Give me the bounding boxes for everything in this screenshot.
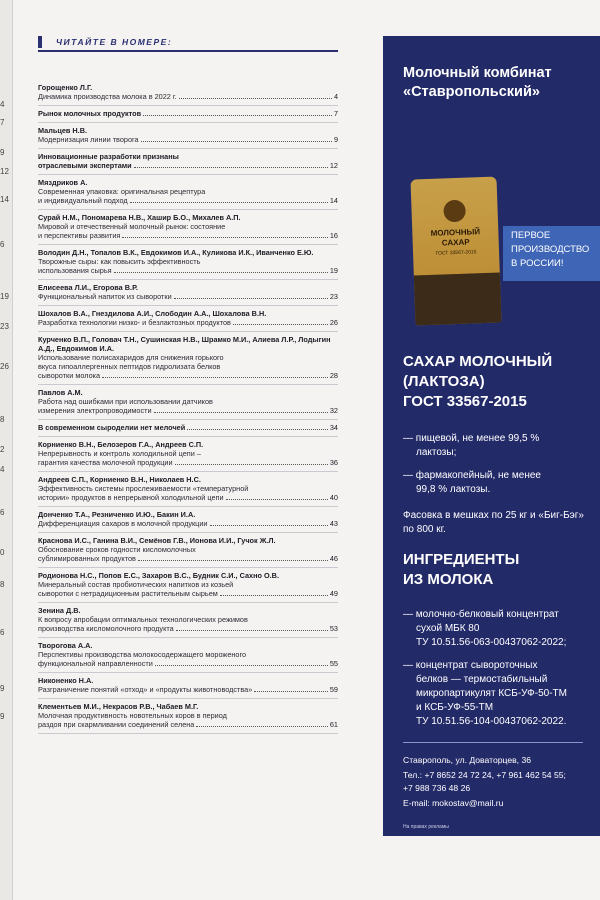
toc-entry[interactable]: [38, 248, 338, 275]
toc-entry-last-line: [38, 266, 338, 275]
toc-separator: [38, 672, 338, 673]
toc-dot-leader: [155, 665, 328, 666]
toc-entry-title: Функциональный напиток из сыворотки: [38, 292, 172, 301]
toc-entry-title: использования сырья: [38, 266, 112, 275]
toc-entry-authors: Донченко Т.А., Резниченко И.Ю., Бакин И.А.: [38, 510, 196, 519]
toc-dot-leader: [122, 237, 328, 238]
toc-entry-title: отраслевыми экспертами: [38, 161, 132, 170]
toc-entry-title-line: вкуса гипоаллергенных пептидов гидролизата белков: [38, 362, 221, 371]
toc-entry-page: 12: [329, 161, 338, 170]
toc-dot-leader: [179, 98, 332, 99]
toc-entry-page: 43: [329, 519, 338, 528]
toc-entry-page: 53: [329, 624, 338, 633]
toc-entry-title: В современном сыроделии нет мелочей: [38, 423, 186, 432]
badge-line: В РОССИИ!: [511, 258, 564, 269]
left-page-number: 9: [0, 148, 5, 157]
toc-dot-leader: [187, 429, 328, 430]
advertising-note: На правах рекламы: [403, 824, 449, 830]
toc-separator: [38, 436, 338, 437]
ingredients-heading-line: ИНГРЕДИЕНТЫ: [403, 551, 520, 568]
sugar-heading: [403, 352, 552, 412]
toc-entry-last-line: [38, 135, 338, 144]
toc-separator: [38, 733, 338, 734]
toc-entry-page: 7: [333, 109, 338, 118]
left-page-number: 0: [0, 548, 5, 557]
toc-entry-last-line: [38, 92, 338, 101]
toc-entry-authors: Андреев С.П., Корниенко В.Н., Николаев Н.С.: [38, 475, 201, 484]
bag-farm-illustration: [414, 272, 502, 325]
toc-entry[interactable]: [38, 126, 338, 144]
toc-entry-title: сыворотки молока: [38, 371, 101, 380]
left-page-edge: [0, 0, 13, 900]
packing-info: Фасовка в мешках по 25 кг и «Биг-Бэг» по 800 кг.: [403, 510, 584, 535]
left-page-number: 12: [0, 167, 9, 176]
toc-entry-last-line: [38, 659, 338, 668]
toc-entry-title: Разграничение понятий «отход» и «продукты животноводства»: [38, 685, 253, 694]
left-page-number: 4: [0, 100, 5, 109]
toc-entry-title-line: Обоснование сроков годности кисломолочных: [38, 545, 196, 554]
toc-dot-leader: [114, 272, 328, 273]
item-line: белков — термостабильный: [416, 674, 548, 685]
toc-entry-authors: Краснова И.С., Ганина В.И., Семёнов Г.В., Ионова И.И., Гучок Ж.Л.: [38, 536, 276, 545]
toc-header-bar: [38, 36, 42, 48]
toc-entry-last-line: [38, 493, 338, 502]
toc-entry-last-line: [38, 318, 338, 327]
toc-entry-title: сублимированных продуктов: [38, 554, 136, 563]
toc-entry-authors: Володин Д.Н., Топалов В.К., Евдокимов И.А., Куликова И.К., Иванченко Е.Ю.: [38, 248, 314, 257]
toc-entry[interactable]: [38, 510, 338, 528]
email[interactable]: E-mail: mokostav@mail.ru: [403, 798, 504, 808]
item-line: — пищевой, не менее 99,5 %: [403, 433, 540, 444]
toc-dot-leader: [141, 141, 332, 142]
toc-dot-leader: [174, 298, 328, 299]
toc-entry-authors: Сурай Н.М., Пономарева Н.В., Хашир Б.О., Михалев А.П.: [38, 213, 241, 222]
toc-separator: [38, 602, 338, 603]
toc-entry-page: 46: [329, 554, 338, 563]
toc-entry-title: и перспективы развития: [38, 231, 121, 240]
toc-entry-authors: Творогова А.А.: [38, 641, 93, 650]
left-page-number: 6: [0, 508, 5, 517]
left-page-number: 19: [0, 292, 9, 301]
company-line-1: Молочный комбинат: [403, 65, 552, 81]
toc-entry-last-line: [38, 231, 338, 240]
toc-entry[interactable]: [38, 283, 338, 301]
toc-entry-authors: Горощенко Л.Г.: [38, 83, 93, 92]
first-production-badge: [503, 226, 600, 281]
toc-entry[interactable]: [38, 178, 338, 205]
toc-dot-leader: [176, 630, 328, 631]
contact-divider: [403, 742, 583, 743]
toc-separator: [38, 305, 338, 306]
toc-entry[interactable]: [38, 536, 338, 563]
toc-entry-page: 26: [329, 318, 338, 327]
toc-entry-authors: Мяздриков А.: [38, 178, 88, 187]
toc-header: [38, 36, 338, 52]
toc-entry-authors: Клементьев М.И., Некрасов Р.В., Чабаев М.Г.: [38, 702, 199, 711]
toc-entry-title: Модернизация линии творога: [38, 135, 139, 144]
toc-entry-page: 16: [329, 231, 338, 240]
toc-entry[interactable]: [38, 475, 338, 502]
toc-entry-title: сыворотки с нетрадиционным растительным сырьем: [38, 589, 218, 598]
toc-entry-title: Разработка технологии низко- и безлактозных продуктов: [38, 318, 231, 327]
toc-entry-authors: Шохалов В.А., Гнездилова А.И., Слободин А.А., Шохалова В.Н.: [38, 309, 267, 318]
toc-separator: [38, 506, 338, 507]
toc-entry-last-line: [38, 519, 338, 528]
toc-entry[interactable]: [38, 702, 338, 729]
toc-separator: [38, 148, 338, 149]
sugar-heading-line: ГОСТ 33567-2015: [403, 393, 527, 410]
left-page-number: 9: [0, 712, 5, 721]
toc-entry-title-line: Творожные сыры: как повысить эффективность: [38, 257, 201, 266]
toc-entry-authors: Корниенко В.Н., Белозеров Г.А., Андреев С.П.: [38, 440, 204, 449]
toc-separator: [38, 567, 338, 568]
toc-entry-last-line: [38, 589, 338, 598]
toc-entry-authors: Елисеева Л.И., Егорова В.Р.: [38, 283, 138, 292]
toc-entry-last-line: [38, 161, 338, 170]
toc-separator: [38, 471, 338, 472]
company-line-2: «Ставропольский»: [403, 84, 540, 100]
toc-entry-page: 40: [329, 493, 338, 502]
toc-separator: [38, 209, 338, 210]
toc-entry-authors: Никоненко Н.А.: [38, 676, 94, 685]
left-page-number: 4: [0, 465, 5, 474]
bag-emblem: [443, 200, 466, 223]
toc-entry-page: 59: [329, 685, 338, 694]
sugar-heading-line: (ЛАКТОЗА): [403, 373, 485, 390]
left-page-number: 6: [0, 240, 5, 249]
toc-entry[interactable]: [38, 388, 338, 415]
toc-entry-page: 61: [329, 720, 338, 729]
toc-dot-leader: [210, 525, 328, 526]
toc-entry[interactable]: [38, 423, 338, 432]
toc-entry-title-line: Использование полисахаридов для снижения горького: [38, 353, 224, 362]
toc-entry-title: и индивидуальный подход: [38, 196, 128, 205]
toc-dot-leader: [196, 726, 328, 727]
company-name: [403, 64, 552, 102]
toc-entry-title: Дифференциация сахаров в молочной продукции: [38, 519, 208, 528]
toc-entry-last-line: [38, 685, 338, 694]
toc-entry-title-line: Перспективы производства молокосодержащего мороженого: [38, 650, 247, 659]
toc-entry[interactable]: [38, 109, 338, 118]
ingredients-heading-line: ИЗ МОЛОКА: [403, 571, 494, 588]
toc-dot-leader: [138, 560, 328, 561]
badge-line: ПРОИЗВОДСТВО: [511, 244, 590, 255]
toc-entry-title-line: Минеральный состав пробиотических напитков из козьей: [38, 580, 234, 589]
toc-entry-page: 34: [329, 423, 338, 432]
item-line: — молочно-белковый концентрат: [403, 609, 559, 620]
toc-entry[interactable]: [38, 641, 338, 668]
toc-entry-last-line: [38, 554, 338, 563]
toc-separator: [38, 279, 338, 280]
toc-dot-leader: [102, 377, 328, 378]
toc-separator: [38, 637, 338, 638]
left-page-number: 8: [0, 580, 5, 589]
toc-entry-page: 23: [329, 292, 338, 301]
left-page-number: 8: [0, 415, 5, 424]
toc-entry-last-line: [38, 720, 338, 729]
phones-line-2: +7 988 736 48 26: [403, 783, 471, 793]
toc-entry-last-line: [38, 624, 338, 633]
toc-entry-title-line: Эффективность системы прослеживаемости «температурной: [38, 484, 249, 493]
toc-entry-title: Рынок молочных продуктов: [38, 109, 142, 118]
item-line: микропартикулят КСБ-УФ-50-ТМ: [416, 688, 567, 699]
toc-separator: [38, 174, 338, 175]
toc-entry-authors: Родионова Н.С., Попов Е.С., Захаров В.С., Будник С.И., Сахно О.В.: [38, 571, 279, 580]
toc-separator: [38, 384, 338, 385]
sugar-heading-line: САХАР МОЛОЧНЫЙ: [403, 353, 553, 370]
toc-entry-title-line: Современная упаковка: оригинальная рецептура: [38, 187, 206, 196]
item-line: ТУ 10.51.56-104-00437062-2022.: [416, 716, 567, 727]
item-line: лактозы;: [416, 447, 457, 458]
left-page-number: 26: [0, 362, 9, 371]
toc-entry-page: 9: [333, 135, 338, 144]
toc-separator: [38, 331, 338, 332]
toc-separator: [38, 244, 338, 245]
sugar-item-pharma: [403, 469, 600, 497]
toc-entry-last-line: [38, 371, 338, 380]
toc-separator: [38, 698, 338, 699]
toc-entry[interactable]: [38, 606, 338, 633]
ingredient-ksb: [403, 659, 600, 729]
toc-entry-last-line: [38, 458, 338, 467]
toc-entry-title-line: Работа над ошибками при использовании датчиков: [38, 397, 213, 406]
toc-entry-title-line: К вопросу апробации оптимальных технологических режимов: [38, 615, 248, 624]
toc-entry[interactable]: [38, 335, 338, 380]
sugar-bag-image: [410, 177, 501, 326]
bag-text: МОЛОЧНЫЙ САХАР: [430, 227, 481, 248]
toc-dot-leader: [175, 464, 328, 465]
toc-entry-page: 28: [329, 371, 338, 380]
toc-entry-title: Динамика производства молока в 2022 г.: [38, 92, 177, 101]
toc-dot-leader: [254, 691, 328, 692]
toc-dot-leader: [233, 324, 328, 325]
toc-entry-title-line: Непрерывность и контроль холодильной цепи –: [38, 449, 201, 458]
toc-dot-leader: [226, 499, 328, 500]
toc-entry-title-line: Мировой и отечественный молочный рынок: состояние: [38, 222, 226, 231]
toc-entry[interactable]: [38, 213, 338, 240]
item-line: — концентрат сывороточных: [403, 660, 538, 671]
toc-entry-last-line: [38, 292, 338, 301]
toc-separator: [38, 122, 338, 123]
toc-entry[interactable]: [38, 83, 338, 101]
left-page-number: 2: [0, 445, 5, 454]
toc-entry-title: измерения электропроводимости: [38, 406, 152, 415]
toc-entry-last-line: [38, 109, 338, 118]
phones-line-1: Тел.: +7 8652 24 72 24, +7 961 462 54 55;: [403, 770, 566, 780]
toc-separator: [38, 419, 338, 420]
toc-entry-authors: Павлов А.М.: [38, 388, 83, 397]
address: Ставрополь, ул. Доваторцев, 36: [403, 755, 532, 765]
toc-entry-page: 55: [329, 659, 338, 668]
item-line: и КСБ-УФ-55-ТМ: [416, 702, 494, 713]
toc-entry-page: 36: [329, 458, 338, 467]
item-line: сухой МБК 80: [416, 623, 480, 634]
toc-dot-leader: [143, 115, 332, 116]
toc-entry-last-line: [38, 196, 338, 205]
toc-separator: [38, 532, 338, 533]
toc-entry-page: 32: [329, 406, 338, 415]
toc-entry-title: производства кисломолочного продукта: [38, 624, 174, 633]
toc-entry-authors: Курченко В.П., Головач Т.Н., Сушинская Н.В., Шрамко М.И., Алиева Л.Р., Лодыгин А.Д., Евдокимов И.А.: [38, 335, 331, 353]
toc-entry-page: 49: [329, 589, 338, 598]
advertisement: [383, 36, 600, 836]
toc-dot-leader: [154, 412, 328, 413]
toc-entry-title: гарантия качества молочной продукции: [38, 458, 173, 467]
toc-entry-title-line: Инновационные разработки признаны: [38, 152, 179, 161]
toc-entry-page: 14: [329, 196, 338, 205]
toc-entry[interactable]: [38, 676, 338, 694]
left-page-number: 14: [0, 195, 9, 204]
item-line: ТУ 10.51.56-063-00437062-2022;: [416, 637, 567, 648]
toc-entry-last-line: [38, 423, 338, 432]
toc-entry-page: 4: [333, 92, 338, 101]
toc-entry-title-line: Молочная продуктивность новотельных коров в период: [38, 711, 227, 720]
ingredients-heading: [403, 550, 519, 590]
badge-line: ПЕРВОЕ: [511, 230, 551, 241]
toc-header-label: ЧИТАЙТЕ В НОМЕРЕ:: [56, 37, 173, 47]
toc-separator: [38, 105, 338, 106]
toc-entry-authors: Зенина Д.В.: [38, 606, 81, 615]
left-page-number: 6: [0, 628, 5, 637]
toc-entries: [38, 83, 338, 729]
toc-entry-title: раздоя при скармливании соединений селена: [38, 720, 195, 729]
ingredient-mbk: [403, 608, 600, 650]
toc-dot-leader: [134, 167, 328, 168]
toc-entry[interactable]: [38, 571, 338, 598]
item-line: — фармакопейный, не менее: [403, 470, 541, 481]
toc-entry[interactable]: [38, 309, 338, 327]
toc-entry-authors: Мальцев Н.В.: [38, 126, 87, 135]
toc-entry[interactable]: [38, 440, 338, 467]
left-page-number: 9: [0, 684, 5, 693]
toc-dot-leader: [220, 595, 328, 596]
left-page-number: 23: [0, 322, 9, 331]
item-line: 99,8 % лактозы.: [416, 484, 491, 495]
toc-entry-last-line: [38, 406, 338, 415]
sugar-item-food: [403, 432, 600, 460]
toc-entry[interactable]: [38, 152, 338, 170]
toc-entry-title: истории» продуктов в непрерывной холодильной цепи: [38, 493, 224, 502]
toc-dot-leader: [130, 202, 328, 203]
bag-subtext: ГОСТ 33567-2015: [435, 249, 477, 257]
table-of-contents: [38, 36, 338, 737]
toc-entry-title: функциональной направленности: [38, 659, 153, 668]
left-page-number: 7: [0, 118, 5, 127]
toc-entry-page: 19: [329, 266, 338, 275]
